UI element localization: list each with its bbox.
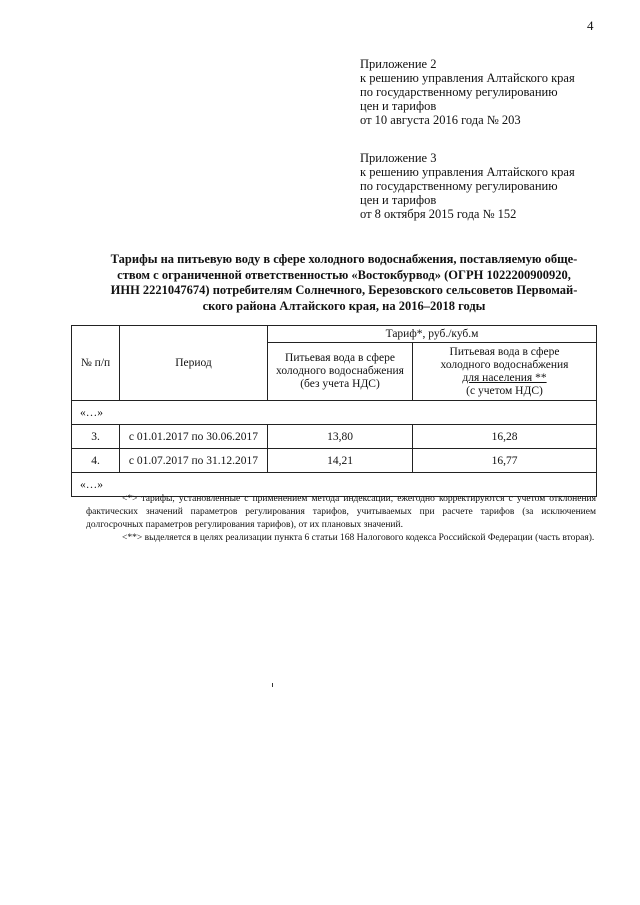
row-value-population: 16,77 xyxy=(413,449,597,473)
title-line: ского района Алтайского края, на 2016–2018 годы xyxy=(202,298,486,313)
ellipsis-row: «…» xyxy=(72,473,597,497)
row-value-no-vat: 13,80 xyxy=(268,425,413,449)
row-num: 4. xyxy=(72,449,120,473)
table-row xyxy=(72,425,597,449)
ellipsis-row: «…» xyxy=(72,401,597,425)
footnote: <**> выделяется в целях реализации пункта 6 статьи 168 Налогового кодекса Российской Федерации (часть вторая). xyxy=(122,533,595,543)
appendix-line: Приложение 3 xyxy=(360,151,437,165)
row-num: 3. xyxy=(72,425,120,449)
row-period: с 01.01.2017 по 30.06.2017 xyxy=(120,425,268,449)
page-number: 4 xyxy=(587,18,594,33)
footnote: <*> тарифы, установленные с применением метода индексации, ежегодно корректируются с учетом отклонения фактических значений параметров регулирования тарифов, учитываемых при расчете тарифов (за исключением долгосрочных параметров регулирования тарифов), от их плановых значений. xyxy=(86,494,596,530)
row-value-no-vat: 14,21 xyxy=(268,449,413,473)
appendix-2-header xyxy=(360,57,575,127)
document-title xyxy=(88,252,600,314)
header-num: № п/п xyxy=(72,326,120,401)
appendix-line: цен и тарифов xyxy=(360,193,437,207)
footnotes xyxy=(86,493,596,545)
row-value-population: 16,28 xyxy=(413,425,597,449)
scan-mark xyxy=(272,683,273,687)
row-period: с 01.07.2017 по 31.12.2017 xyxy=(120,449,268,473)
tariff-table xyxy=(71,325,597,497)
appendix-line: цен и тарифов xyxy=(360,99,437,113)
appendix-line: от 8 октября 2015 года № 152 xyxy=(360,207,517,221)
header-line: для населения ** xyxy=(462,371,547,384)
header-line: (без учета НДС) xyxy=(300,378,380,390)
appendix-3-header xyxy=(360,151,575,221)
header-line: холодного водоснабжения xyxy=(276,365,404,377)
title-line: ством с ограниченной ответственностью «Востокбурвод» (ОГРН 1022200900920, xyxy=(117,267,571,282)
header-period: Период xyxy=(120,326,268,401)
header-tariff: Тариф*, руб./куб.м xyxy=(268,326,597,343)
header-line: (с учетом НДС) xyxy=(466,384,543,397)
title-line: Тарифы на питьевую воду в сфере холодного водоснабжения, поставляемую обще- xyxy=(110,252,578,266)
appendix-line: по государственному регулированию xyxy=(360,179,558,193)
header-tariff-population xyxy=(413,343,597,401)
header-line: холодного водоснабжения xyxy=(440,358,569,371)
appendix-line: к решению управления Алтайского края xyxy=(360,165,575,179)
appendix-line: от 10 августа 2016 года № 203 xyxy=(360,113,521,127)
header-tariff-no-vat xyxy=(268,343,413,401)
title-line: ИНН 2221047674) потребителям Солнечного, Березовского сельсоветов Первомай- xyxy=(110,283,578,297)
appendix-line: к решению управления Алтайского края xyxy=(360,71,575,85)
header-line: Питьевая вода в сфере xyxy=(285,352,395,364)
appendix-line: Приложение 2 xyxy=(360,57,437,71)
appendix-line: по государственному регулированию xyxy=(360,85,558,99)
table-row xyxy=(72,449,597,473)
header-line: Питьевая вода в сфере xyxy=(449,345,560,358)
